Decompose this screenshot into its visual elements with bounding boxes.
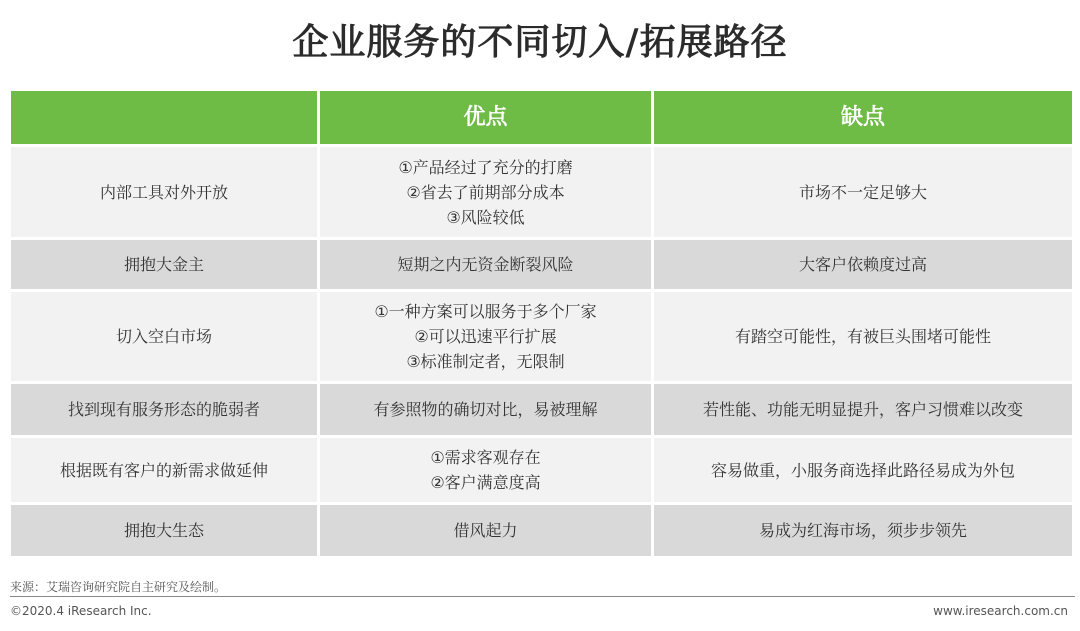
- pros-line: ②省去了前期部分成本: [406, 182, 565, 202]
- row-path: [11, 240, 317, 289]
- row-cons: [654, 438, 1072, 502]
- row-cons: [654, 147, 1072, 237]
- row-cons: [654, 505, 1072, 556]
- row-pros: [320, 240, 651, 289]
- cons-line: 有踏空可能性，有被巨头围堵可能性: [734, 327, 991, 346]
- path-text: 根据既有客户的新需求做延伸: [59, 460, 268, 480]
- source-note: 来源：艾瑞咨询研究院自主研究及绘制。: [10, 580, 227, 594]
- row-path: [11, 384, 317, 435]
- cons-line: 容易做重，小服务商选择此路径易成为外包: [710, 460, 1015, 480]
- footer-divider: [10, 596, 1075, 597]
- cons-line: 若性能、功能无明显提升，客户习惯难以改变: [702, 400, 1023, 419]
- path-text: 拥抱大金主: [123, 255, 204, 274]
- header-pros: 优点: [320, 91, 651, 144]
- comparison-table: [11, 91, 1072, 556]
- row-cons: [654, 384, 1072, 435]
- path-text: 内部工具对外开放: [99, 182, 228, 202]
- row-pros: [320, 292, 651, 381]
- pros-line: ②客户满意度高: [430, 473, 541, 492]
- copyright-text: ©2020.4 iResearch Inc.: [10, 604, 152, 618]
- row-path: [11, 438, 317, 502]
- pros-line: 借风起力: [453, 521, 518, 540]
- cons-line: 易成为红海市场，须步步领先: [758, 521, 967, 540]
- pros-line: ②可以迅速平行扩展: [414, 327, 557, 346]
- pros-line: ①产品经过了充分的打磨: [398, 157, 573, 177]
- row-cons: [654, 240, 1072, 289]
- pros-line: 有参照物的确切对比，易被理解: [373, 400, 598, 419]
- row-pros: [320, 384, 651, 435]
- row-pros: [320, 505, 651, 556]
- header-path: [11, 91, 317, 144]
- row-path: [11, 505, 317, 556]
- row-cons: [654, 292, 1072, 381]
- row-path: [11, 147, 317, 237]
- path-text: 切入空白市场: [115, 327, 212, 346]
- cons-line: 大客户依赖度过高: [798, 255, 927, 274]
- row-pros: [320, 438, 651, 502]
- cons-line: 市场不一定足够大: [798, 182, 927, 202]
- pros-line: ①一种方案可以服务于多个厂家: [374, 302, 597, 321]
- row-path: [11, 292, 317, 381]
- header-cons: 缺点: [654, 91, 1072, 144]
- row-pros: [320, 147, 651, 237]
- path-text: 拥抱大生态: [123, 521, 204, 540]
- pros-line: ①需求客观存在: [430, 448, 541, 467]
- path-text: 找到现有服务形态的脆弱者: [67, 400, 260, 419]
- pros-line: ③风险较低: [446, 207, 525, 227]
- website-url: www.iresearch.com.cn: [933, 604, 1068, 618]
- pros-line: ③标准制定者，无限制: [406, 352, 565, 371]
- pros-line: 短期之内无资金断裂风险: [397, 255, 574, 274]
- page-title: 企业服务的不同切入/拓展路径: [292, 22, 788, 63]
